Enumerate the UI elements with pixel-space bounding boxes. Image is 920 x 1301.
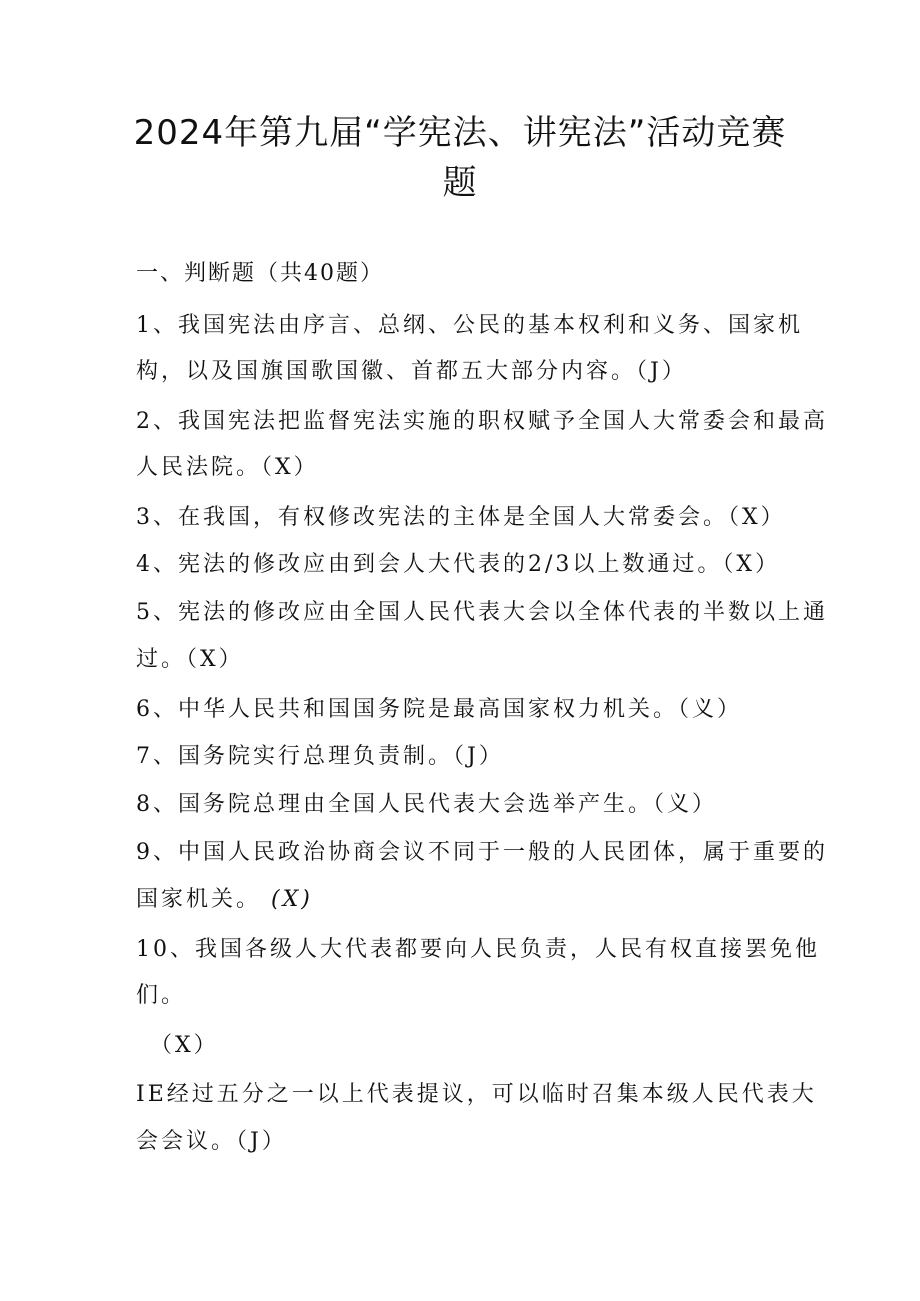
section-header: 一、判断题（共40题）	[136, 261, 384, 286]
question-1-line-2: 构，以及国旗国歌国徽、首都五大部分内容。（J）	[136, 359, 687, 384]
question-8: 8、国务院总理由全国人民代表大会选举产生。（义）	[136, 792, 717, 817]
question-5-line-1: 5、宪法的修改应由全国人民代表大会以全体代表的半数以上通	[136, 600, 828, 625]
question-9-line-1: 9、中国人民政治协商会议不同于一般的人民团体，属于重要的	[136, 840, 828, 865]
question-3: 3、在我国，有权修改宪法的主体是全国人大常委会。（X）	[136, 505, 786, 530]
question-10-line-2: 们。	[136, 983, 187, 1008]
question-5-line-2: 过。（X）	[136, 647, 244, 672]
question-9-line-2-text: 国家机关。	[136, 887, 262, 912]
question-10-answer: （X）	[150, 1033, 219, 1058]
question-4: 4、宪法的修改应由到会人大代表的2/3以上数通过。（X）	[136, 552, 781, 577]
question-2-line-2: 人民法院。（X）	[136, 455, 319, 480]
question-7: 7、国务院实行总理负责制。（J）	[136, 744, 504, 769]
question-10-line-1: 10、我国各级人大代表都要向人民负责，人民有权直接罢免他	[136, 937, 820, 962]
question-11-line-2: 会会议。（J）	[136, 1129, 287, 1154]
question-1-line-1: 1、我国宪法由序言、总纲、公民的基本权利和义务、国家机	[136, 313, 803, 338]
question-2-line-1: 2、我国宪法把监督宪法实施的职权赋予全国人大常委会和最高	[136, 409, 828, 434]
question-11-line-1: IE经过五分之一以上代表提议，可以临时召集本级人民代表大	[136, 1082, 817, 1107]
document-title: 2024年第九届“学宪法、讲宪法”活动竞赛题	[133, 113, 787, 203]
question-9-line-2	[136, 885, 313, 915]
question-9-answer: (X)	[271, 887, 313, 912]
question-6: 6、中华人民共和国国务院是最高国家权力机关。（义）	[136, 697, 742, 722]
